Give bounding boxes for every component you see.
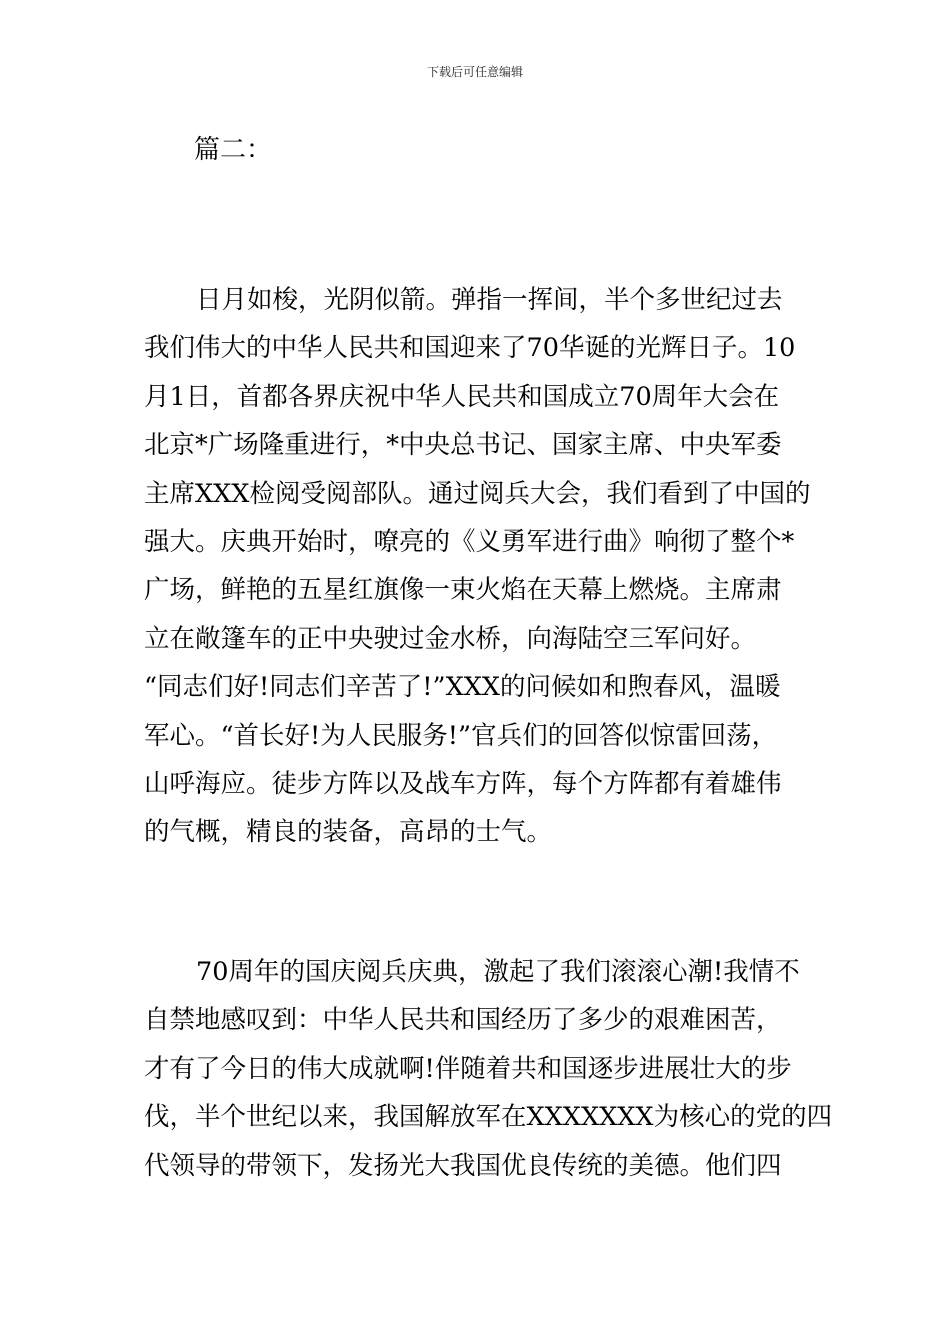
text-line: 强大。庆典开始时，嘹亮的《义勇军进行曲》响彻了整个*	[144, 526, 795, 557]
body-paragraph	[144, 276, 824, 857]
text-line: 北京*广场隆重进行，*中央总书记、国家主席、中央军委	[144, 430, 782, 461]
section-title: 篇二：	[194, 135, 273, 165]
text-line: 的气概，精良的装备，高昂的士气。	[144, 817, 553, 848]
text-line: 自禁地感叹到：中华人民共和国经历了多少的艰难困苦，	[144, 1005, 782, 1036]
text-line: 70周年的国庆阅兵庆典，激起了我们滚滚心潮!我情不	[196, 957, 800, 987]
text-line: 广场，鲜艳的五星红旗像一束火焰在天幕上燃烧。主席肃	[144, 575, 782, 606]
text-line: “同志们好!同志们辛苦了!”XXX的问候如和煦春风，温暖	[144, 672, 781, 703]
text-line: 山呼海应。徒步方阵以及战车方阵，每个方阵都有着雄伟	[144, 768, 782, 799]
text-line: 伐，半个世纪以来，我国解放军在XXXXXXX为核心的党的四	[144, 1102, 833, 1133]
text-line: 主席XXX检阅受阅部队。通过阅兵大会，我们看到了中国的	[144, 478, 811, 509]
text-line: 月1日，首都各界庆祝中华人民共和国成立70周年大会在	[144, 381, 780, 412]
text-line: 日月如梭，光阴似箭。弹指一挥间，半个多世纪过去	[196, 285, 783, 315]
page-header-note: 下载后可任意编辑	[426, 65, 523, 79]
text-line: 才有了今日的伟大成就啊!伴随着共和国逐步进展壮大的步	[144, 1053, 792, 1084]
text-line: 我们伟大的中华人民共和国迎来了70华诞的光辉日子。10	[144, 333, 796, 364]
body-paragraph	[144, 948, 833, 1190]
text-line: 立在敞篷车的正中央驶过金水桥，向海陆空三军问好。	[144, 623, 757, 654]
text-line: 军心。“首长好!为人民服务!”官兵们的回答似惊雷回荡，	[144, 720, 778, 751]
text-line: 代领导的带领下，发扬光大我国优良传统的美德。他们四	[144, 1150, 782, 1181]
